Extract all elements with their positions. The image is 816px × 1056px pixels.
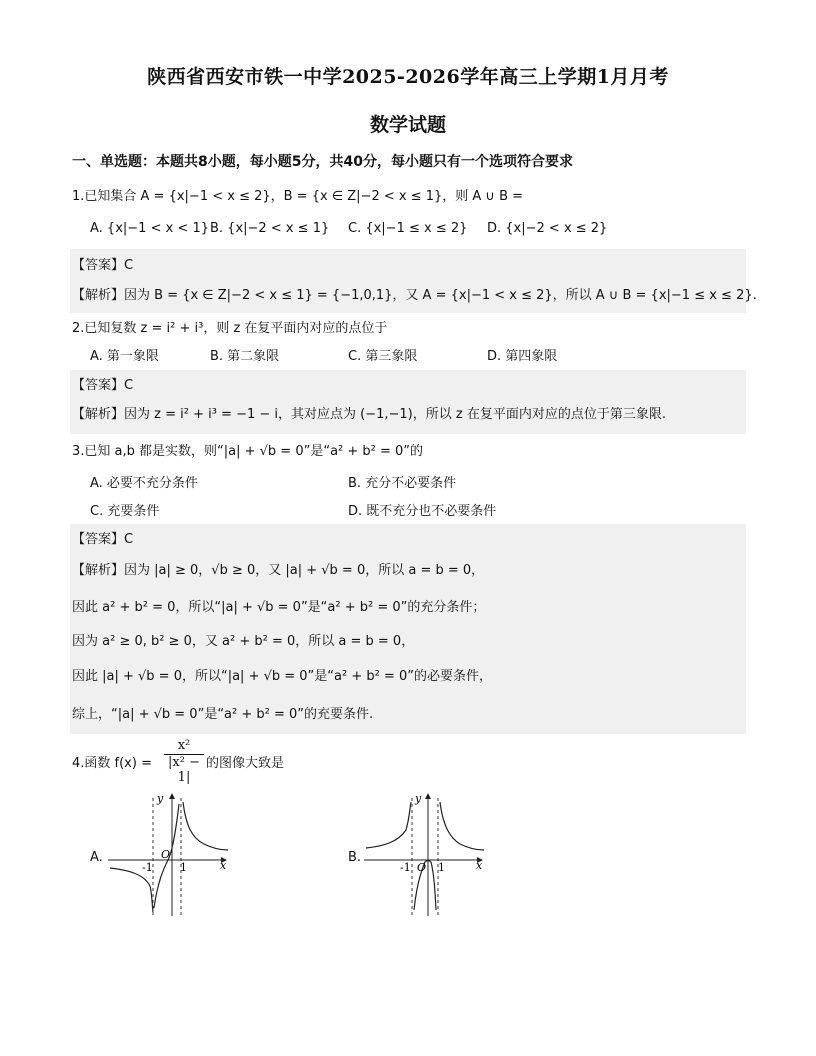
- q2-option-a: A. 第一象限: [90, 349, 159, 364]
- q3-answer: 【答案】C: [72, 532, 134, 547]
- q3-analysis-line-2: 因此 a² + b² = 0，所以“|a| + √b = 0”是“a² + b² = 0”的充分条件；: [72, 600, 486, 615]
- tick-pos-one: 1: [438, 861, 445, 874]
- tick-neg-one: -1: [400, 861, 411, 874]
- q1-answer-panel: [70, 249, 746, 313]
- q4-denominator: |x² − 1|: [168, 755, 200, 785]
- q1-option-b: B. {x|−2 < x ≤ 1}: [210, 221, 330, 236]
- origin-label: O: [417, 861, 427, 874]
- q3-option-b: B. 充分不必要条件: [348, 476, 457, 491]
- q1-analysis: 【解析】因为 B = {x ∈ Z|−2 < x ≤ 1} = {−1,0,1}，又 A = {x|−1 < x ≤ 2}，所以 A ∪ B = {x|−1 ≤ x ≤ 2}.: [72, 288, 757, 303]
- curve-left: [366, 802, 411, 848]
- q2-option-d: D. 第四象限: [487, 349, 558, 364]
- q1-stem: 1.已知集合 A = {x|−1 < x ≤ 2}，B = {x ∈ Z|−2 < x ≤ 1}，则 A ∪ B =: [72, 189, 524, 204]
- q1-option-d: D. {x|−2 < x ≤ 2}: [487, 221, 608, 236]
- q3-stem: 3.已知 a,b 都是实数，则“|a| + √b = 0”是“a² + b² = 0”的: [72, 444, 424, 459]
- curve-right: [440, 802, 484, 850]
- q3-analysis-line-4: 因此 |a| + √b = 0，所以“|a| + √b = 0”是“a² + b² = 0”的必要条件，: [72, 669, 492, 684]
- exam-subtitle: 数学试题: [369, 114, 446, 136]
- q2-analysis: 【解析】因为 z = i² + i³ = −1 − i，其对应点为 (−1,−1)，所以 z 在复平面内对应的点位于第三象限.: [72, 407, 666, 422]
- q4-option-a-label: A.: [90, 850, 103, 865]
- q3-option-a: A. 必要不充分条件: [90, 476, 198, 491]
- q4-option-b-label: B.: [348, 850, 362, 865]
- q3-option-d: D. 既不充分也不必要条件: [348, 504, 497, 519]
- section-heading: 一、单选题：本题共8小题，每小题5分，共40分，每小题只有一个选项符合要求: [72, 154, 573, 170]
- curve-right: [183, 802, 228, 850]
- q1-option-a: A. {x|−1 < x < 1}: [90, 221, 209, 236]
- q4-graph-a: [108, 790, 234, 918]
- q2-option-b: B. 第二象限: [210, 349, 280, 364]
- curve-left: [110, 868, 153, 912]
- tick-neg-one: -1: [142, 861, 153, 874]
- q3-analysis-line-3: 因为 a² ≥ 0, b² ≥ 0，又 a² + b² = 0，所以 a = b = 0，: [72, 634, 415, 649]
- q3-option-c: C. 充要条件: [90, 504, 160, 519]
- x-axis-label: x: [476, 859, 483, 872]
- q4-stem-suffix: 的图像大致是: [206, 756, 285, 771]
- q3-analysis-line-1: 【解析】因为 |a| ≥ 0，√b ≥ 0，又 |a| + √b = 0，所以 a = b = 0，: [72, 563, 485, 578]
- origin-label: O: [161, 848, 171, 861]
- tick-pos-one: 1: [180, 861, 187, 874]
- q4-numerator: x²: [164, 738, 204, 755]
- q2-stem: 2.已知复数 z = i² + i³，则 z 在复平面内对应的点位于: [72, 321, 388, 336]
- y-axis-label: y: [415, 792, 422, 805]
- q2-answer-panel: [70, 370, 746, 434]
- exam-title: 陕西省西安市铁一中学2025-2026学年高三上学期1月月考: [147, 66, 669, 88]
- x-axis-label: x: [220, 859, 227, 872]
- q1-option-c: C. {x|−1 ≤ x ≤ 2}: [348, 221, 468, 236]
- q2-option-c: C. 第三象限: [348, 349, 418, 364]
- y-axis-label: y: [157, 792, 164, 805]
- q4-stem-prefix: 4.函数 f(x) =: [72, 756, 152, 771]
- q3-analysis-line-5: 综上，“|a| + √b = 0”是“a² + b² = 0”的充要条件.: [72, 707, 374, 722]
- q4-fraction: [164, 738, 204, 785]
- q4-graph-b: [364, 790, 490, 918]
- q2-answer: 【答案】C: [72, 378, 134, 393]
- q1-answer: 【答案】C: [72, 258, 134, 273]
